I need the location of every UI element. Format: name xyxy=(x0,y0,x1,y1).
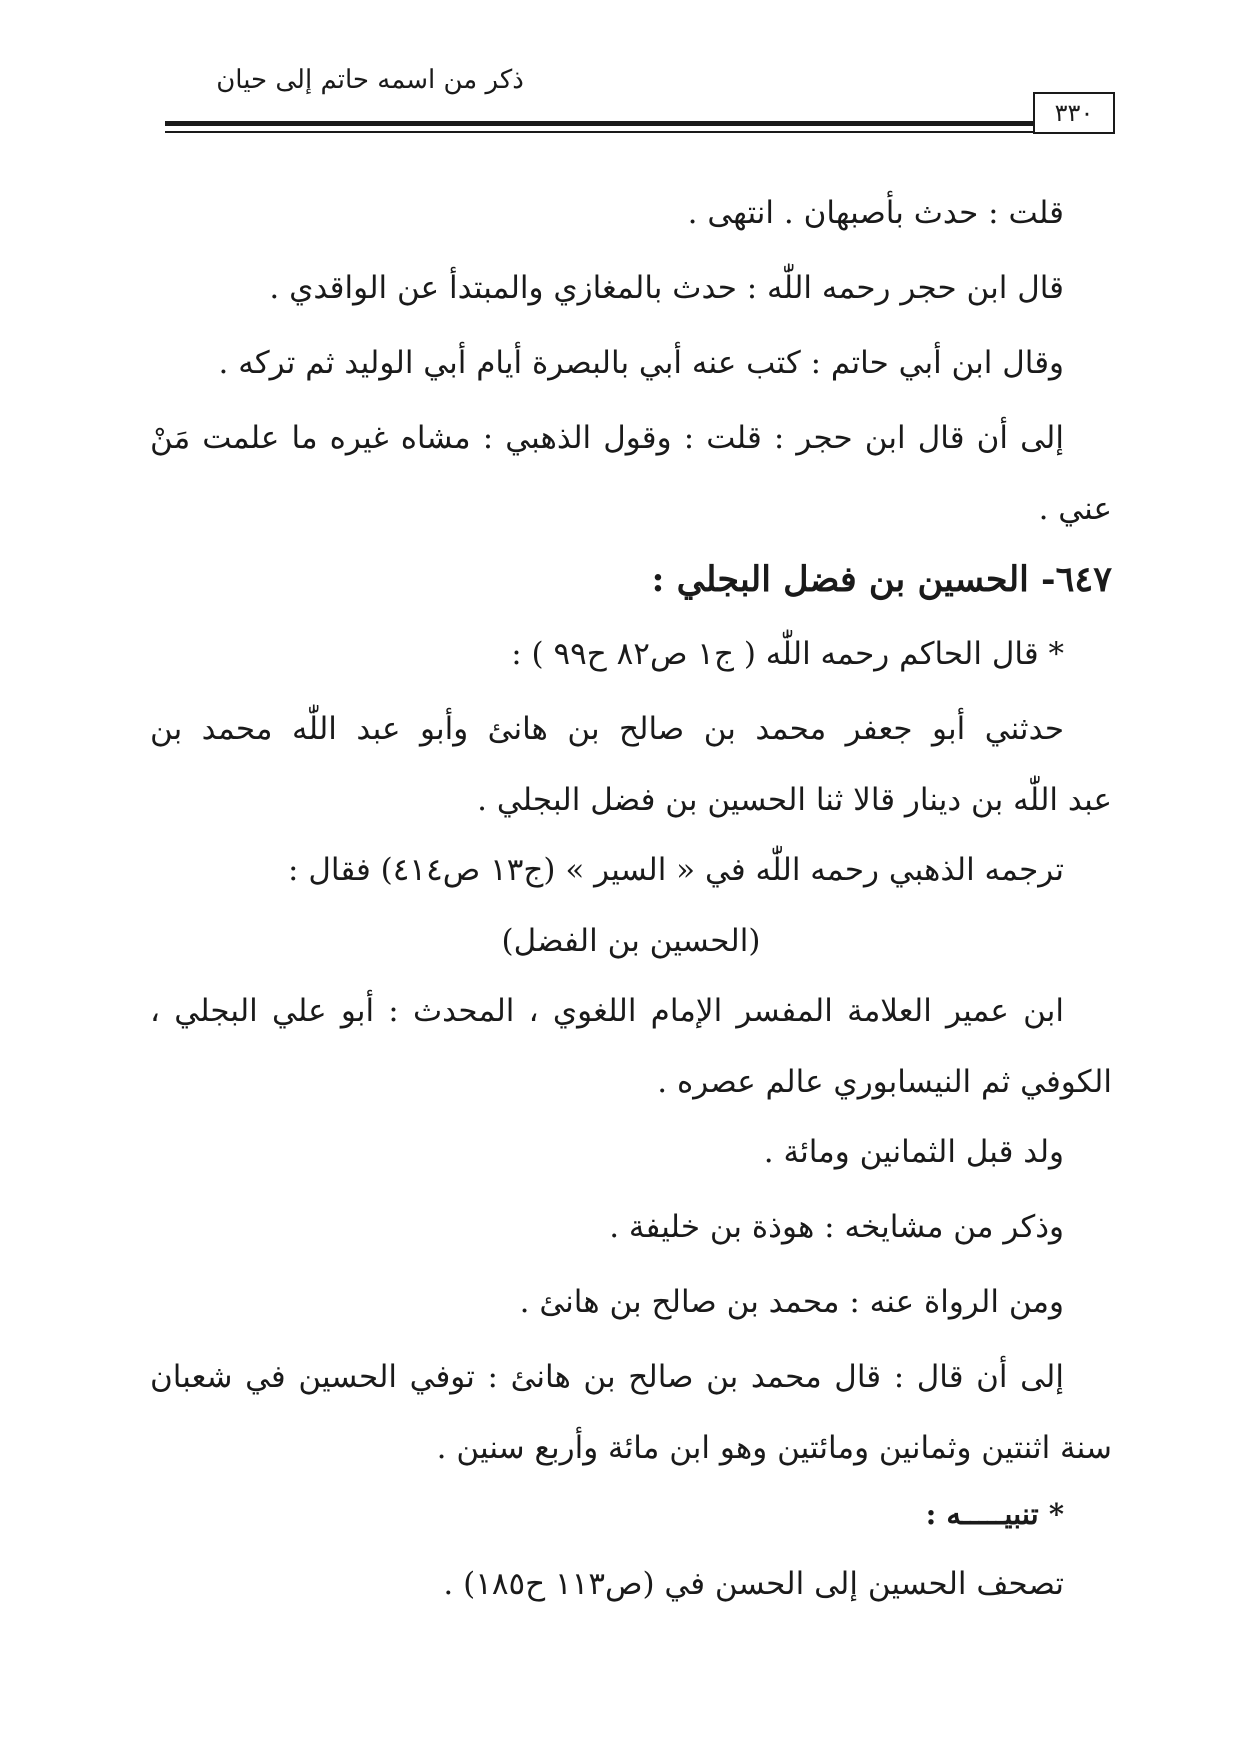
text-line: ومن الرواة عنه : محمد بن صالح بن هانئ . xyxy=(519,1284,1064,1320)
text-line: عبد اللّٰه بن دينار قالا ثنا الحسين بن فضل البجلي . xyxy=(477,782,1112,818)
text-line: وقال ابن أبي حاتم : كتب عنه أبي بالبصرة أيام أبي الوليد ثم تركه . xyxy=(218,345,1064,381)
text-line: ترجمه الذهبي رحمه اللّٰه في « السير » (ج١٣ ص٤١٤) فقال : xyxy=(288,852,1064,888)
text-line: إلى أن قال : قال محمد بن صالح بن هانئ : توفي الحسين في شعبان xyxy=(150,1359,1064,1395)
text-line: تصحف الحسين إلى الحسن في (ص١١٣ ح١٨٥) . xyxy=(443,1566,1064,1602)
text-line: سنة اثنتين وثمانين ومائتين وهو ابن مائة وأربع سنين . xyxy=(436,1430,1112,1466)
page-number: ٣٣٠ xyxy=(1033,92,1115,134)
text-line: حدثني أبو جعفر محمد بن صالح بن هانئ وأبو عبد اللّٰه محمد بن xyxy=(150,711,1064,747)
note-heading: * تنبيـــــه : xyxy=(925,1497,1064,1531)
text-line: وذكر من مشايخه : هوذة بن خليفة . xyxy=(609,1209,1064,1245)
header-rule-thin xyxy=(165,131,1033,133)
entry-heading: ٦٤٧- الحسين بن فضل البجلي : xyxy=(651,559,1112,600)
text-line: الكوفي ثم النيسابوري عالم عصره . xyxy=(657,1064,1112,1100)
text-line: قال ابن حجر رحمه اللّٰه : حدث بالمغازي والمبتدأ عن الواقدي . xyxy=(269,270,1064,306)
header-rule-thick xyxy=(165,121,1033,126)
section-title: (الحسين بن الفضل) xyxy=(501,923,761,959)
text-line: ابن عمير العلامة المفسر الإمام اللغوي ، المحدث : أبو علي البجلي ، xyxy=(150,993,1064,1029)
running-title: ذكر من اسمه حاتم إلى حيان xyxy=(216,65,524,95)
text-line: قلت : حدث بأصبهان . انتهى . xyxy=(687,195,1064,231)
text-line: * قال الحاكم رحمه اللّٰه ( ج١ ص٨٢ ح٩٩ ) : xyxy=(511,636,1064,672)
text-line: ولد قبل الثمانين ومائة . xyxy=(763,1134,1064,1170)
body-text xyxy=(150,176,1112,1622)
text-line: عني . xyxy=(1038,491,1112,527)
text-line: إلى أن قال ابن حجر : قلت : وقول الذهبي : مشاه غيره ما علمت مَنْ xyxy=(150,420,1064,456)
